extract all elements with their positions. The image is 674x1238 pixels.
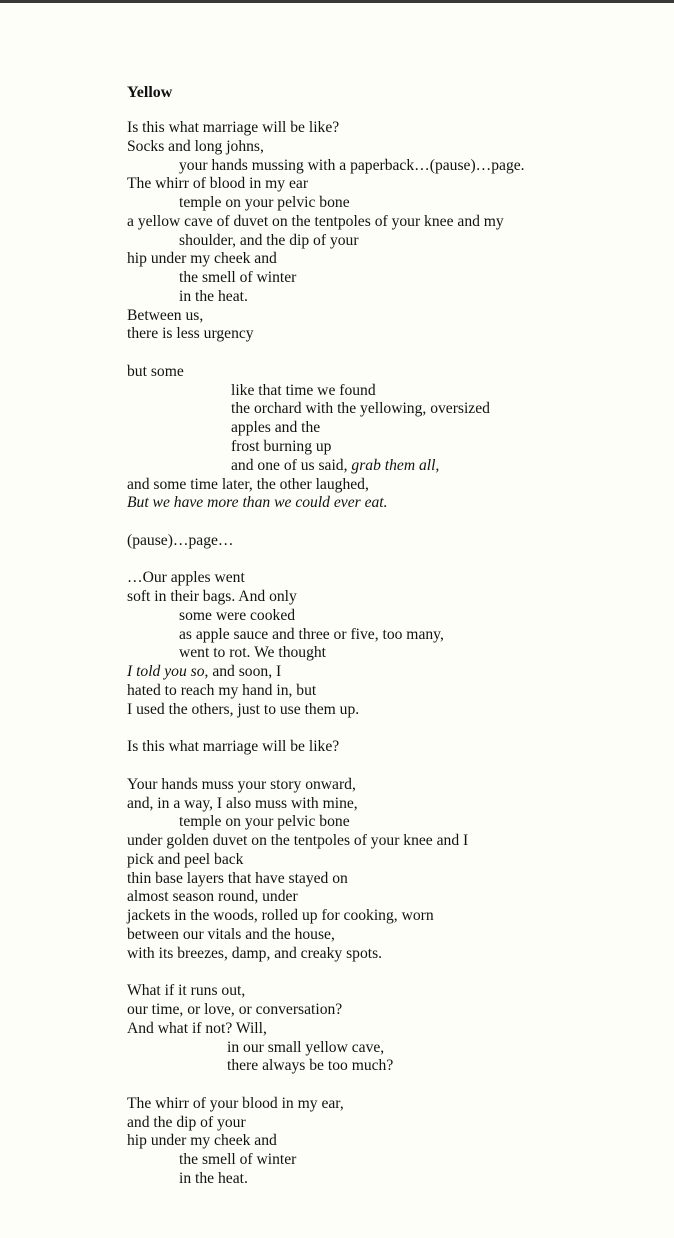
line-text: there always be too much?: [227, 1057, 394, 1075]
poem-line: [127, 288, 647, 307]
line-text: went to rot. We thought: [179, 644, 327, 662]
poem-line: [127, 588, 647, 607]
poem-line: [127, 307, 647, 326]
line-text: The whirr of your blood in my ear,: [127, 1094, 344, 1112]
line-text: Your hands muss your story onward,: [127, 775, 356, 793]
line-text: Socks and long johns,: [127, 137, 264, 155]
line-text: The whirr of blood in my ear: [127, 175, 309, 193]
poem-line: [127, 1095, 647, 1114]
italic-text: I told you so: [127, 663, 205, 681]
line-text: apples and the: [231, 419, 321, 437]
line-text: Is this what marriage will be like?: [127, 738, 340, 756]
line-text: as apple sauce and three or five, too many,: [179, 625, 444, 643]
line-text: and the dip of your: [127, 1113, 246, 1131]
line-text: hated to reach my hand in, but: [127, 681, 317, 699]
line-text: thin base layers that have stayed on: [127, 869, 348, 887]
line-text: the smell of winter: [179, 1151, 297, 1169]
line-text: there is less urgency: [127, 325, 254, 343]
line-text: the smell of winter: [179, 269, 297, 287]
italic-text: grab them all,: [351, 456, 440, 474]
line-text: and some time later, the other laughed,: [127, 475, 369, 493]
poem-line: [127, 926, 647, 945]
poem: [127, 83, 647, 1189]
poem-line: [127, 438, 647, 457]
poem-line: [127, 795, 647, 814]
poem-body: [127, 119, 647, 1189]
line-text: What if it runs out,: [127, 982, 246, 1000]
line-text: shoulder, and the dip of your: [179, 231, 359, 249]
line-text: frost burning up: [231, 438, 332, 456]
poem-line: [127, 682, 647, 701]
poem-title: Yellow: [127, 84, 173, 101]
poem-line: [127, 1001, 647, 1020]
line-text: soft in their bags. And only: [127, 588, 297, 606]
poem-line: [127, 138, 647, 157]
poem-line: [127, 250, 647, 269]
poem-line: [127, 175, 647, 194]
poem-line: [127, 663, 647, 682]
poem-line: [127, 870, 647, 889]
stanza-break: [127, 551, 647, 570]
poem-line: [127, 476, 647, 495]
poem-line: [127, 644, 647, 663]
line-text: …Our apples went: [127, 569, 245, 587]
poem-line: [127, 194, 647, 213]
poem-line: [127, 419, 647, 438]
top-border: [0, 0, 674, 3]
poem-line: [127, 532, 647, 551]
poem-line: [127, 738, 647, 757]
line-text: in the heat.: [179, 287, 248, 305]
stanza-break: [127, 513, 647, 532]
stanza-break: [127, 720, 647, 739]
poem-line: [127, 1114, 647, 1133]
line-text: hip under my cheek and: [127, 1132, 277, 1150]
line-text: a yellow cave of duvet on the tentpoles of your knee and my: [127, 212, 504, 230]
line-text: and, in a way, I also muss with mine,: [127, 794, 358, 812]
line-text: like that time we found: [231, 381, 376, 399]
poem-line: [127, 626, 647, 645]
poem-line: [127, 382, 647, 401]
poem-line: [127, 776, 647, 795]
poem-line: [127, 1170, 647, 1189]
stanza-break: [127, 344, 647, 363]
line-text: (pause)…page…: [127, 531, 234, 549]
poem-line: [127, 269, 647, 288]
poem-line: [127, 888, 647, 907]
line-text: , and soon, I: [204, 663, 282, 681]
line-text: your hands mussing with a paperback…(pause)…page.: [179, 156, 525, 174]
stanza-break: [127, 757, 647, 776]
line-text: jackets in the woods, rolled up for cooking, worn: [127, 907, 434, 925]
poem-line: [127, 832, 647, 851]
line-text: but some: [127, 362, 184, 380]
line-text: hip under my cheek and: [127, 250, 277, 268]
line-text: Is this what marriage will be like?: [127, 119, 340, 136]
poem-line: [127, 1020, 647, 1039]
line-text: And what if not? Will,: [127, 1019, 267, 1037]
line-text: under golden duvet on the tentpoles of your knee and I: [127, 832, 469, 850]
line-text: some were cooked: [179, 606, 296, 624]
line-text: pick and peel back: [127, 850, 244, 868]
poem-line: [127, 325, 647, 344]
poem-line: [127, 213, 647, 232]
poem-line: [127, 1132, 647, 1151]
poem-line: [127, 1151, 647, 1170]
poem-line: [127, 363, 647, 382]
line-text: temple on your pelvic bone: [179, 194, 350, 212]
poem-line: [127, 1057, 647, 1076]
line-text: between our vitals and the house,: [127, 925, 335, 943]
poem-line: [127, 607, 647, 626]
line-text: our time, or love, or conversation?: [127, 1000, 343, 1018]
line-text: Between us,: [127, 306, 204, 324]
poem-line: [127, 813, 647, 832]
line-text: and one of us said,: [231, 456, 352, 474]
stanza-break: [127, 963, 647, 982]
line-text: temple on your pelvic bone: [179, 813, 350, 831]
poem-line: [127, 945, 647, 964]
poem-line: [127, 157, 647, 176]
stanza-break: [127, 1076, 647, 1095]
poem-line: [127, 457, 647, 476]
line-text: in our small yellow cave,: [227, 1038, 385, 1056]
poem-line: [127, 400, 647, 419]
poem-line: [127, 119, 647, 138]
line-text: with its breezes, damp, and creaky spots.: [127, 944, 383, 962]
poem-line: [127, 982, 647, 1001]
line-text: I used the others, just to use them up.: [127, 700, 360, 718]
poem-line: [127, 701, 647, 720]
poem-line: [127, 232, 647, 251]
poem-line: [127, 494, 647, 513]
poem-line: [127, 569, 647, 588]
italic-text: But we have more than we could ever eat.: [127, 494, 388, 512]
poem-line: [127, 851, 647, 870]
line-text: in the heat.: [179, 1169, 248, 1187]
poem-line: [127, 1039, 647, 1058]
poem-line: [127, 907, 647, 926]
line-text: almost season round, under: [127, 888, 298, 906]
line-text: the orchard with the yellowing, oversized: [231, 400, 490, 418]
